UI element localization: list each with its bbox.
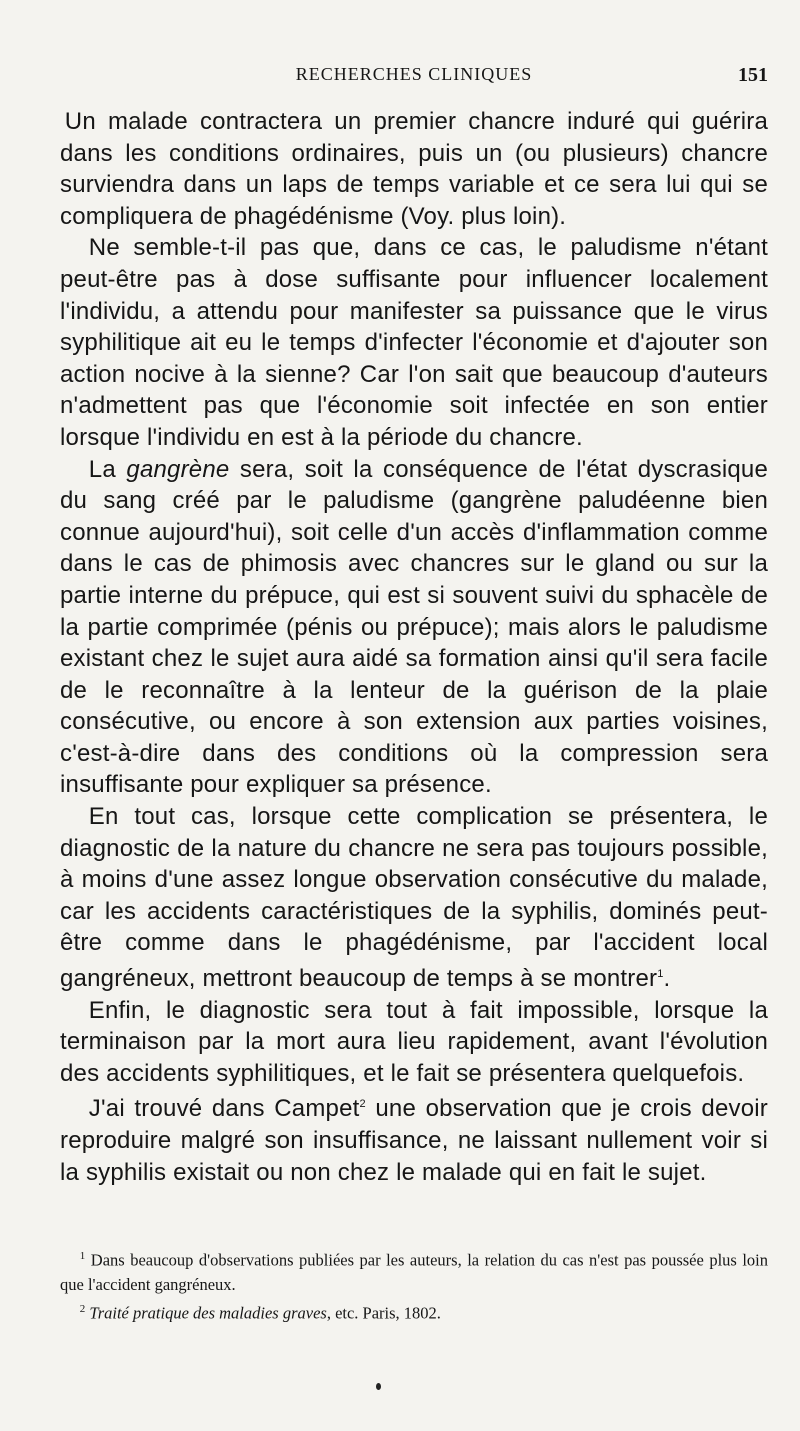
paragraph-4-text: En tout cas, lorsque cette complication se présentera, le diagnostic de la nature du chancre ne sera pas toujours possible, à moins d'une assez longue observation consécutive du malade, car les accidents caractéristiques de la syphilis, dominés peut-être comme dans le phagédénisme, par l'accident local gangréneux, mettront beaucoup de temps à se montrer (60, 803, 768, 993)
paragraph-2: Ne semble-t-il pas que, dans ce cas, le paludisme n'étant peut-être pas à dose suffisante pour influencer localement l'individu, a attendu pour manifester sa puissance que le virus syphilitique ait eu le temps d'infecter l'économie et d'ajouter son action nocive à la sienne? Car l'on sait que beaucoup d'auteurs n'admettent pas que l'économie soit infectée en son entier lorsque l'individu en est à la période du chancre. (60, 234, 768, 451)
paragraph-1: Un malade contractera un premier chancre induré qui guérira dans les conditions ordinaires, puis un (ou plusieurs) chancre surviendra dans un laps de temps variable et ce sera lui qui se compliquera de phagédénisme (Voy. plus loin). (60, 108, 768, 230)
emphasis-gangrene: gangrène (126, 455, 230, 483)
paragraph-5: Enfin, le diagnostic sera tout à fait impossible, lorsque la terminaison par la mort aura lieu rapidement, avant l'évolution des accidents syphilitiques, et le fait se présentera quelquefois. (60, 996, 768, 1087)
main-text (60, 106, 768, 1188)
footnote-2-mark: 2 (79, 1302, 86, 1315)
running-title: RECHERCHES CLINIQUES (295, 64, 533, 84)
footnote-1-mark: 1 (79, 1250, 86, 1262)
paragraph-3-lead: La (88, 455, 127, 483)
footnotes (60, 1244, 768, 1325)
paragraph-3-rest: sera, soit la conséquence de l'état dyscrasique du sang créé par le paludisme (gangrène paludéenne bien connue aujourd'hui), soit celle d'un accès d'inflammation comme dans le cas de phimosis avec chancres sur le gland ou sur la partie interne du prépuce, qui est si souvent suivi du sphacèle de la partie comprimée (pénis ou prépuce); mais alors le paludisme existant chez le sujet aura aidé sa formation ainsi qu'il sera facile de le reconnaître à la lenteur de la guérison de la plaie consécutive, ou encore à son extension aux parties voisines, c'est-à-dire dans des conditions où la compression sera insuffisante pour expliquer sa présence. (60, 455, 768, 799)
footnote-2-text: , etc. Paris, 1802. (326, 1303, 441, 1322)
page-header (60, 64, 768, 100)
page-number: 151 (738, 64, 768, 86)
paragraph-6 (60, 1089, 768, 1188)
footnote-1-text: Dans beaucoup d'observations publiées par les auteurs, la relation du cas n'est pas poussée plus loin que l'accident gangréneux. (60, 1250, 768, 1294)
paragraph-4 (60, 801, 768, 995)
printer-mark-dot (376, 1383, 381, 1390)
paragraph-6-rest: une observation que je crois devoir reproduire malgré son insuffisance, ne laissant nullement voir si la syphilis existait ou non chez le malade qui en fait le sujet. (60, 1095, 769, 1186)
footnote-ref-2[interactable]: 2 (359, 1098, 366, 1111)
paragraph-3 (60, 454, 768, 802)
paragraph-6-lead: J'ai trouvé dans Campet (88, 1095, 360, 1123)
paragraph-4-end: . (663, 965, 671, 993)
footnote-ref-1[interactable]: 1 (657, 968, 664, 981)
footnote-2-book-title: Traité pratique des maladies graves (89, 1303, 327, 1322)
footnote-2 (60, 1297, 768, 1326)
footnote-1 (60, 1244, 768, 1297)
